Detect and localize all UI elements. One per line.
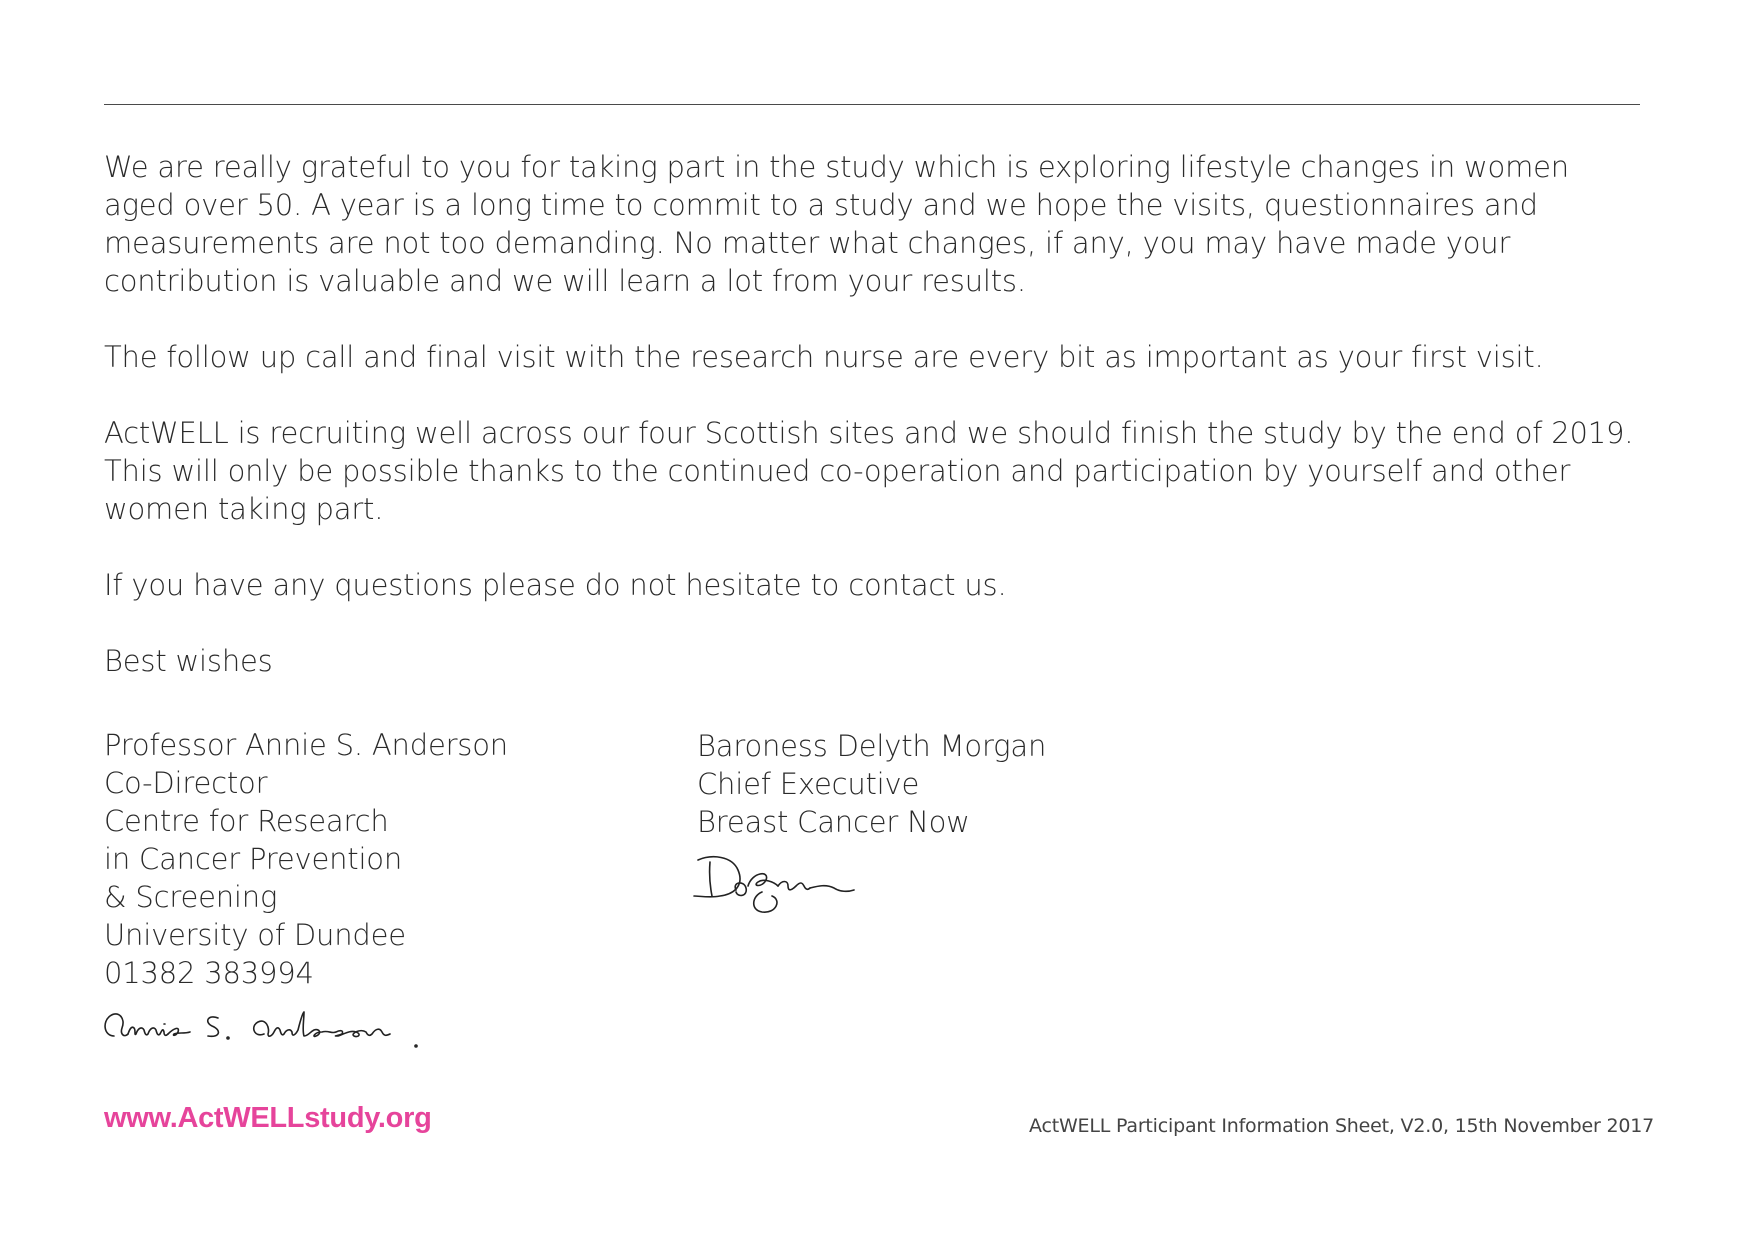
paragraph-gratitude: We are really grateful to you for taking part in the study which is exploring lifestyle changes in women aged over 50. A year is a long time to commit to a study and we hope the visits, questionnaires and measurements are not too demanding. No matter what changes, if any, you may have made your contribution is valuable and we will learn a lot from your results. <box>104 150 1569 298</box>
paragraph-recruitment: ActWELL is recruiting well across our four Scottish sites and we should finish the study by the end of 2019. This will only be possible thanks to the continued co-operation and participation by yourself and other women taking part. <box>104 416 1634 526</box>
paragraph-questions: If you have any questions please do not hesitate to contact us. <box>104 568 1007 602</box>
signatory-phone: 01382 383994 <box>104 956 314 990</box>
signatory-title: Co-Director <box>104 766 268 800</box>
header-rule <box>104 104 1640 105</box>
signature-morgan-image <box>692 852 862 918</box>
signature-anderson-image <box>100 1006 480 1052</box>
signatory-university: University of Dundee <box>104 918 406 952</box>
paragraph-follow-up: The follow up call and final visit with the research nurse are every bit as important as your first visit. <box>104 340 1544 374</box>
closing-best-wishes: Best wishes <box>104 644 273 678</box>
letter-body <box>104 148 1664 718</box>
signatory-morgan <box>697 727 1046 841</box>
signatory-org-line: in Cancer Prevention <box>104 842 403 876</box>
signatory-org-line: & Screening <box>104 880 278 914</box>
signatory-name: Baroness Delyth Morgan <box>697 729 1047 763</box>
signatory-name: Professor Annie S. Anderson <box>104 728 508 762</box>
signatory-org-line: Centre for Research <box>104 804 389 838</box>
document-version-note: ActWELL Participant Information Sheet, V2.0, 15th November 2017 <box>1029 1115 1654 1137</box>
signatory-anderson <box>104 726 508 992</box>
signatory-title: Chief Executive <box>697 767 920 801</box>
website-link[interactable]: www.ActWELLstudy.org <box>104 1102 432 1134</box>
signatory-org: Breast Cancer Now <box>697 805 970 839</box>
